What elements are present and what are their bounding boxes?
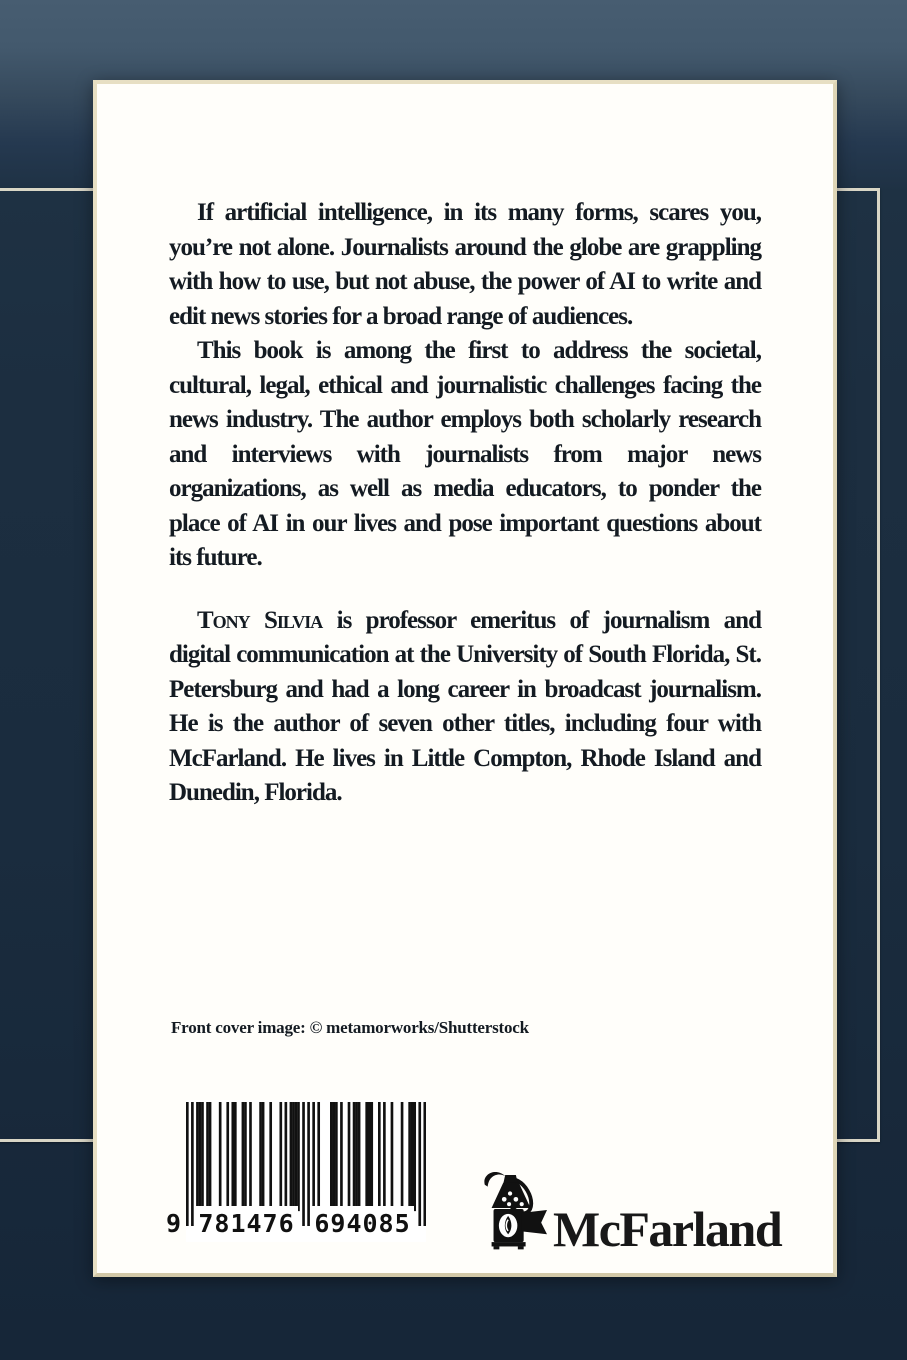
author-bio <box>169 604 761 811</box>
isbn-lead-digit: 9 <box>165 1209 182 1238</box>
book-back-cover <box>93 80 837 1277</box>
isbn-barcode <box>165 1100 426 1242</box>
publisher-name: McFarland <box>553 1201 782 1257</box>
back-cover-text <box>169 196 761 811</box>
author-bio-text: is professor emeritus of journalism and digital communication at the University of South Florida, St. Petersburg and had a long career in broadcast journalism. He is the author of seven other titles, including four with McFarland. He lives in Little Compton, Rhode Island and Dunedin, Florida. <box>169 606 761 806</box>
mcfarland-logo <box>477 1166 782 1257</box>
synopsis-paragraph-1: If artificial intelligence, in its many forms, scares you, you’re not alone. Journalists around the globe are grappling with how to use, but not abuse, the power of AI to write and edit news stories for a broad range of audiences. <box>169 199 761 330</box>
isbn-right-group: 694085 <box>311 1206 414 1242</box>
author-name: Tony Silvia <box>197 606 323 634</box>
front-cover-image-credit: Front cover image: © metamorworks/Shutterstock <box>171 1018 529 1037</box>
mcfarland-lantern-icon <box>477 1168 547 1252</box>
isbn-left-group: 781476 <box>195 1206 298 1242</box>
synopsis-paragraph-2: This book is among the first to address the societal, cultural, legal, ethical and journalistic challenges facing the news industry. The author employs both scholarly research and interviews with journalists from major news organizations, as well as media educators, to ponder the place of AI in our lives and pose important questions about its future. <box>169 337 761 571</box>
